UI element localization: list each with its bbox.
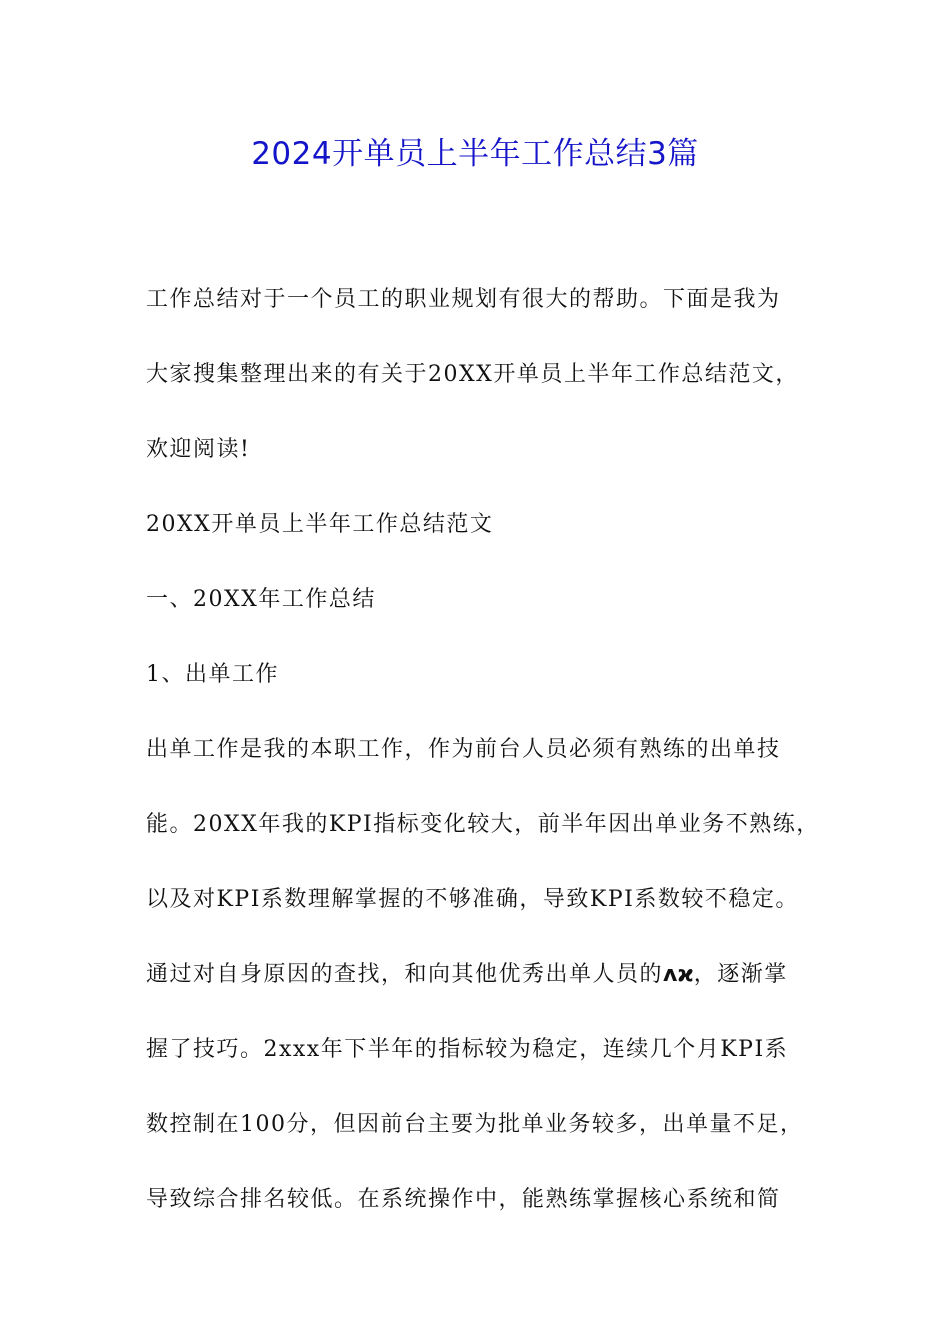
section-heading: 20XX开单员上半年工作总结范文: [146, 512, 494, 537]
garbled-glyph: ᴧϰ: [663, 962, 694, 987]
subsection-heading: 一、20XX年工作总结: [146, 587, 376, 612]
paragraph-line-3: 欢迎阅读!: [146, 437, 251, 462]
paragraph-line-11: 握了技巧。2xxx年下半年的指标较为稳定，连续几个月KPI系: [146, 1037, 789, 1062]
paragraph-line-13: 导致综合排名较低。在系统操作中，能熟练掌握核心系统和简: [146, 1187, 781, 1212]
paragraph-line-9: 以及对KPI系数理解掌握的不够准确，导致KPI系数较不稳定。: [146, 887, 799, 912]
line10-text: 通过对自身原因的查找，和向其他优秀出单人员的: [146, 962, 664, 987]
paragraph-line-8: 能。20XX年我的KPI指标变化较大，前半年因出单业务不熟练，: [146, 812, 820, 837]
paragraph-line-1: 工作总结对于一个员工的职业规划有很大的帮助。下面是我为: [146, 287, 781, 312]
paragraph-line-10: [146, 937, 836, 1012]
document-title: 2024开单员上半年工作总结3篇: [251, 136, 699, 172]
paragraph-line-7: 出单工作是我的本职工作，作为前台人员必须有熟练的出单技: [146, 737, 781, 762]
item-heading: 1、出单工作: [146, 662, 279, 687]
paragraph-line-2: 大家搜集整理出来的有关于20XX开单员上半年工作总结范文，: [146, 362, 799, 387]
paragraph-line-12: 数控制在100分，但因前台主要为批单业务较多，出单量不足，: [146, 1112, 804, 1137]
line10-tail: ，逐渐掌: [693, 962, 788, 987]
document-body: [146, 262, 836, 1237]
